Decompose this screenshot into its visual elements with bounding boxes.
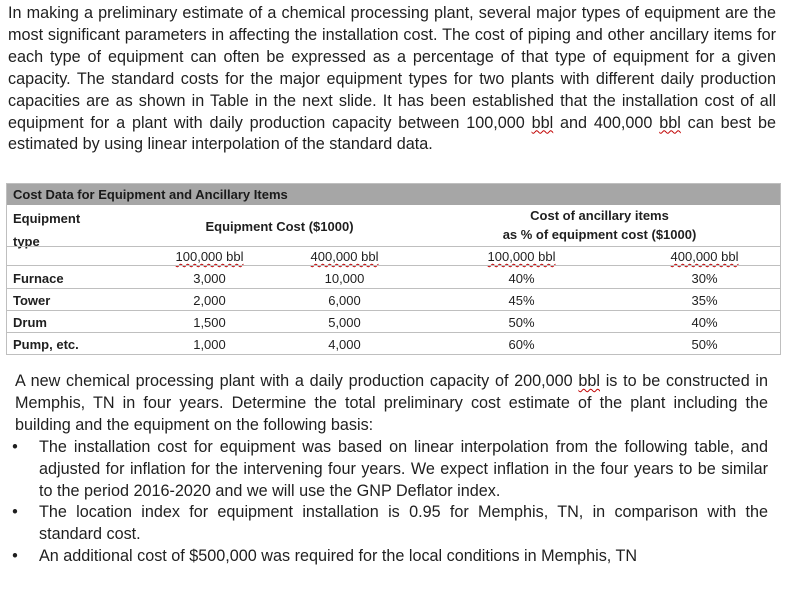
table-title: Cost Data for Equipment and Ancillary Items <box>7 184 780 205</box>
bullet-item <box>8 502 768 546</box>
capacity-cost-100k: 100,000 bbl <box>175 249 244 264</box>
problem-text-a: A new chemical processing plant with a daily production capacity of 200,000 <box>15 372 579 390</box>
header-equipment-cost: Equipment Cost ($1000) <box>205 219 354 234</box>
header-ancillary-1: Cost of ancillary items <box>530 208 669 223</box>
row-anc-400k: 50% <box>691 337 718 352</box>
row-cost-100k: 1,000 <box>193 337 226 352</box>
row-divider <box>7 332 780 333</box>
row-cost-400k: 6,000 <box>328 293 361 308</box>
intro-text: In making a preliminary estimate of a chemical processing plant, several major types of equipment are the most significant parameters in affecting the installation cost. The cost of piping and other ancillary items for each type of equipment can often be expressed as a percentage of that type of equipment for a given capacity. The standard costs for the major equipment types for two plants with different daily production capacities are as shown in Table in the next slide. It has been established that the installation cost of all equipment for a plant with daily production capacity between 100,000 <box>8 4 776 132</box>
bullet-item <box>8 546 768 568</box>
row-type: Tower <box>13 293 51 308</box>
row-anc-400k: 40% <box>691 315 718 330</box>
row-type: Drum <box>13 315 47 330</box>
capacity-divider <box>7 265 780 266</box>
bullet-text: The installation cost for equipment was based on linear interpolation from the following table, and adjusted for inflation for the intervening four years. We expect inflation in the four years to be similar to the period 2016-2020 and we will use the GNP Deflator index. <box>39 437 768 500</box>
capacity-anc-100k: 100,000 bbl <box>487 249 556 264</box>
capacity-anc-400k: 400,000 bbl <box>670 249 739 264</box>
bullet-text: An additional cost of $500,000 was required for the local conditions in Memphis, TN <box>39 547 638 566</box>
intro-end: can best be estimated by using linear interpolation of the standard data. <box>8 113 777 154</box>
header-ancillary-2: as % of equipment cost ($1000) <box>502 227 697 242</box>
bullet-dot: • <box>12 437 18 456</box>
row-anc-100k: 50% <box>508 315 535 330</box>
bullet-dot: • <box>12 547 18 566</box>
row-anc-400k: 30% <box>691 271 718 286</box>
problem-paragraph <box>8 371 768 437</box>
row-divider <box>7 288 780 289</box>
problem-text-b: is to be constructed in Memphis, TN in four years. Determine the total preliminary cost estimate of the plant including the building and the equipment on the following basis: <box>15 372 768 434</box>
row-type: Pump, etc. <box>13 337 79 352</box>
header-divider <box>7 246 780 247</box>
row-anc-100k: 40% <box>508 271 535 286</box>
capacity-cost-400k: 400,000 bbl <box>310 249 379 264</box>
intro-tail: and 400,000 <box>553 113 660 132</box>
row-cost-100k: 1,500 <box>193 315 226 330</box>
row-cost-100k: 3,000 <box>193 271 226 286</box>
row-cost-400k: 10,000 <box>324 271 365 286</box>
row-type: Furnace <box>13 271 64 286</box>
row-cost-400k: 4,000 <box>328 337 361 352</box>
intro-paragraph <box>8 3 776 156</box>
intro-bbl-2: bbl <box>659 113 681 132</box>
header-equipment-type-1: Equipment <box>13 211 81 226</box>
bullet-text: The location index for equipment installation is 0.95 for Memphis, TN, in comparison with the standard cost. <box>39 503 768 544</box>
cost-data-table <box>6 183 781 355</box>
row-divider <box>7 310 780 311</box>
row-cost-400k: 5,000 <box>328 315 361 330</box>
row-cost-100k: 2,000 <box>193 293 226 308</box>
row-anc-100k: 60% <box>508 337 535 352</box>
row-anc-100k: 45% <box>508 293 535 308</box>
problem-bbl: bbl <box>578 372 600 390</box>
row-anc-400k: 35% <box>691 293 718 308</box>
header-equipment-type-2: type <box>13 234 40 249</box>
bullet-item <box>8 437 768 503</box>
problem-statement <box>8 371 768 568</box>
bullet-dot: • <box>12 503 18 522</box>
intro-bbl: bbl <box>531 113 554 132</box>
